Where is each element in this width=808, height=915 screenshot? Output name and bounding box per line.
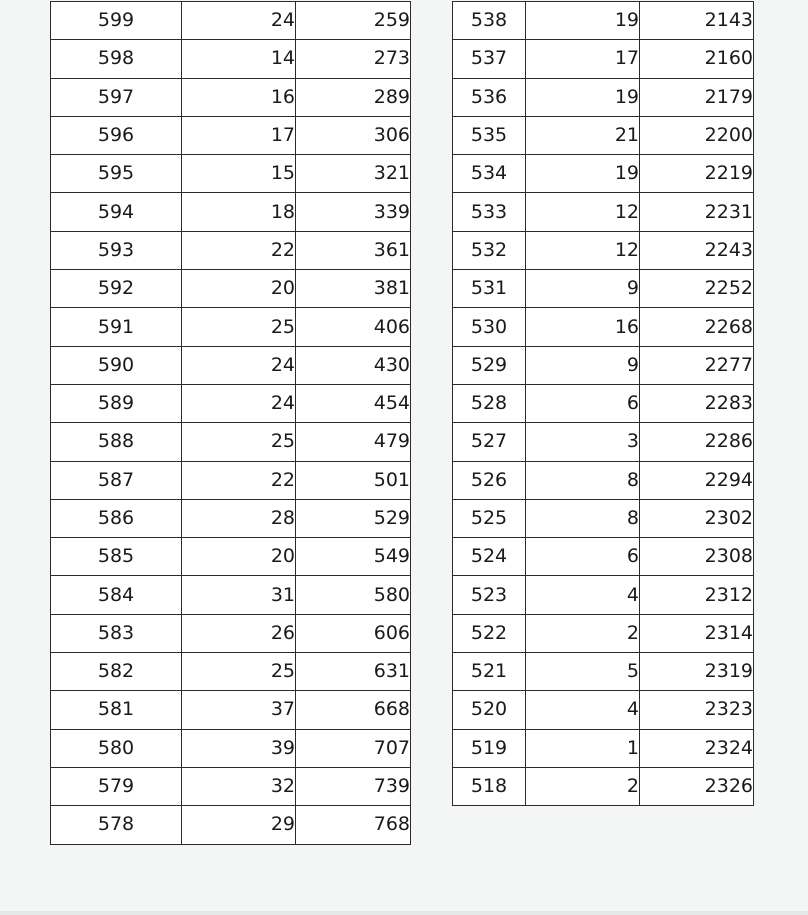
count-cell: 6 [526, 384, 640, 422]
cumulative-cell: 529 [296, 499, 411, 537]
score-cell: 524 [453, 538, 526, 576]
table-row [453, 653, 754, 691]
table-row [453, 729, 754, 767]
cumulative-cell: 739 [296, 767, 411, 805]
table-row [51, 538, 411, 576]
table-row [453, 499, 754, 537]
table-row [453, 461, 754, 499]
cumulative-cell: 2283 [640, 384, 754, 422]
count-cell: 19 [526, 155, 640, 193]
table-body [51, 2, 411, 845]
count-cell: 37 [182, 691, 296, 729]
cumulative-cell: 306 [296, 116, 411, 154]
cumulative-cell: 361 [296, 231, 411, 269]
cumulative-cell: 2326 [640, 767, 754, 805]
score-cell: 527 [453, 423, 526, 461]
score-cell: 581 [51, 691, 182, 729]
count-cell: 3 [526, 423, 640, 461]
table-row [453, 155, 754, 193]
score-cell: 521 [453, 653, 526, 691]
cumulative-cell: 381 [296, 270, 411, 308]
cumulative-cell: 2231 [640, 193, 754, 231]
cumulative-cell: 2308 [640, 538, 754, 576]
count-cell: 25 [182, 423, 296, 461]
cumulative-cell: 2324 [640, 729, 754, 767]
count-cell: 9 [526, 270, 640, 308]
count-cell: 15 [182, 155, 296, 193]
score-cell: 538 [453, 2, 526, 40]
score-cell: 595 [51, 155, 182, 193]
table-row [51, 614, 411, 652]
score-cell: 533 [453, 193, 526, 231]
cumulative-cell: 707 [296, 729, 411, 767]
count-cell: 16 [182, 78, 296, 116]
cumulative-cell: 768 [296, 806, 411, 844]
count-cell: 20 [182, 538, 296, 576]
score-cell: 596 [51, 116, 182, 154]
score-cell: 578 [51, 806, 182, 844]
count-cell: 31 [182, 576, 296, 614]
table-row [453, 384, 754, 422]
cumulative-cell: 2302 [640, 499, 754, 537]
table-row [51, 499, 411, 537]
score-cell: 582 [51, 653, 182, 691]
table-row [51, 729, 411, 767]
count-cell: 24 [182, 384, 296, 422]
cumulative-cell: 2143 [640, 2, 754, 40]
count-cell: 2 [526, 767, 640, 805]
score-cell: 593 [51, 231, 182, 269]
table-row [51, 767, 411, 805]
cumulative-cell: 2323 [640, 691, 754, 729]
table-row [453, 116, 754, 154]
table-row [51, 193, 411, 231]
count-cell: 17 [526, 40, 640, 78]
cumulative-cell: 2252 [640, 270, 754, 308]
table-row [51, 155, 411, 193]
score-cell: 592 [51, 270, 182, 308]
count-cell: 32 [182, 767, 296, 805]
cumulative-cell: 501 [296, 461, 411, 499]
score-cell: 535 [453, 116, 526, 154]
count-cell: 2 [526, 614, 640, 652]
cumulative-cell: 2314 [640, 614, 754, 652]
score-cell: 520 [453, 691, 526, 729]
score-cell: 586 [51, 499, 182, 537]
table-row [453, 308, 754, 346]
cumulative-cell: 2312 [640, 576, 754, 614]
count-cell: 24 [182, 2, 296, 40]
count-cell: 19 [526, 78, 640, 116]
table-row [51, 384, 411, 422]
table-row [51, 40, 411, 78]
table-row [51, 461, 411, 499]
count-cell: 9 [526, 346, 640, 384]
score-cell: 584 [51, 576, 182, 614]
count-cell: 16 [526, 308, 640, 346]
table-row [453, 614, 754, 652]
cumulative-cell: 2243 [640, 231, 754, 269]
score-cell: 597 [51, 78, 182, 116]
count-cell: 20 [182, 270, 296, 308]
score-cell: 518 [453, 767, 526, 805]
cumulative-cell: 259 [296, 2, 411, 40]
count-cell: 5 [526, 653, 640, 691]
count-cell: 4 [526, 691, 640, 729]
table-row [453, 576, 754, 614]
count-cell: 24 [182, 346, 296, 384]
table-row [453, 193, 754, 231]
table-row [453, 691, 754, 729]
count-cell: 18 [182, 193, 296, 231]
score-cell: 590 [51, 346, 182, 384]
score-cell: 525 [453, 499, 526, 537]
score-cell: 588 [51, 423, 182, 461]
table-row [453, 78, 754, 116]
score-cell: 587 [51, 461, 182, 499]
count-cell: 8 [526, 461, 640, 499]
table-row [51, 691, 411, 729]
count-cell: 4 [526, 576, 640, 614]
score-cell: 522 [453, 614, 526, 652]
score-table-right [452, 1, 754, 806]
cumulative-cell: 580 [296, 576, 411, 614]
count-cell: 21 [526, 116, 640, 154]
cumulative-cell: 2160 [640, 40, 754, 78]
score-cell: 591 [51, 308, 182, 346]
cumulative-cell: 2179 [640, 78, 754, 116]
count-cell: 14 [182, 40, 296, 78]
cumulative-cell: 2286 [640, 423, 754, 461]
cumulative-cell: 631 [296, 653, 411, 691]
count-cell: 39 [182, 729, 296, 767]
table-row [453, 346, 754, 384]
cumulative-cell: 430 [296, 346, 411, 384]
count-cell: 26 [182, 614, 296, 652]
cumulative-cell: 289 [296, 78, 411, 116]
table-row [453, 270, 754, 308]
cumulative-cell: 339 [296, 193, 411, 231]
count-cell: 25 [182, 653, 296, 691]
cumulative-cell: 2268 [640, 308, 754, 346]
cumulative-cell: 321 [296, 155, 411, 193]
table-row [453, 767, 754, 805]
table-row [51, 270, 411, 308]
score-cell: 589 [51, 384, 182, 422]
cumulative-cell: 454 [296, 384, 411, 422]
count-cell: 12 [526, 193, 640, 231]
table-row [51, 308, 411, 346]
cumulative-cell: 549 [296, 538, 411, 576]
count-cell: 8 [526, 499, 640, 537]
count-cell: 25 [182, 308, 296, 346]
count-cell: 28 [182, 499, 296, 537]
table-row [51, 231, 411, 269]
count-cell: 6 [526, 538, 640, 576]
score-cell: 594 [51, 193, 182, 231]
score-cell: 523 [453, 576, 526, 614]
count-cell: 17 [182, 116, 296, 154]
score-cell: 599 [51, 2, 182, 40]
table-row [51, 2, 411, 40]
cumulative-cell: 668 [296, 691, 411, 729]
table-row [51, 116, 411, 154]
score-cell: 532 [453, 231, 526, 269]
count-cell: 29 [182, 806, 296, 844]
score-table-left [50, 1, 411, 845]
count-cell: 12 [526, 231, 640, 269]
cumulative-cell: 479 [296, 423, 411, 461]
score-cell: 583 [51, 614, 182, 652]
score-cell: 537 [453, 40, 526, 78]
score-cell: 585 [51, 538, 182, 576]
table-row [51, 78, 411, 116]
count-cell: 1 [526, 729, 640, 767]
score-cell: 529 [453, 346, 526, 384]
score-cell: 526 [453, 461, 526, 499]
table-row [51, 576, 411, 614]
cumulative-cell: 606 [296, 614, 411, 652]
cumulative-cell: 2200 [640, 116, 754, 154]
table-row [51, 423, 411, 461]
table-row [453, 423, 754, 461]
cumulative-cell: 406 [296, 308, 411, 346]
score-cell: 580 [51, 729, 182, 767]
cumulative-cell: 2294 [640, 461, 754, 499]
table-row [51, 653, 411, 691]
score-cell: 579 [51, 767, 182, 805]
score-cell: 519 [453, 729, 526, 767]
score-cell: 528 [453, 384, 526, 422]
count-cell: 22 [182, 461, 296, 499]
score-cell: 530 [453, 308, 526, 346]
table-row [453, 2, 754, 40]
table-row [453, 231, 754, 269]
table-row [453, 40, 754, 78]
bottom-divider [0, 911, 808, 915]
score-cell: 534 [453, 155, 526, 193]
cumulative-cell: 2277 [640, 346, 754, 384]
cumulative-cell: 2219 [640, 155, 754, 193]
cumulative-cell: 273 [296, 40, 411, 78]
score-cell: 598 [51, 40, 182, 78]
cumulative-cell: 2319 [640, 653, 754, 691]
table-row [51, 806, 411, 844]
score-cell: 531 [453, 270, 526, 308]
count-cell: 22 [182, 231, 296, 269]
count-cell: 19 [526, 2, 640, 40]
table-row [51, 346, 411, 384]
table-row [453, 538, 754, 576]
score-cell: 536 [453, 78, 526, 116]
table-body [453, 2, 754, 806]
